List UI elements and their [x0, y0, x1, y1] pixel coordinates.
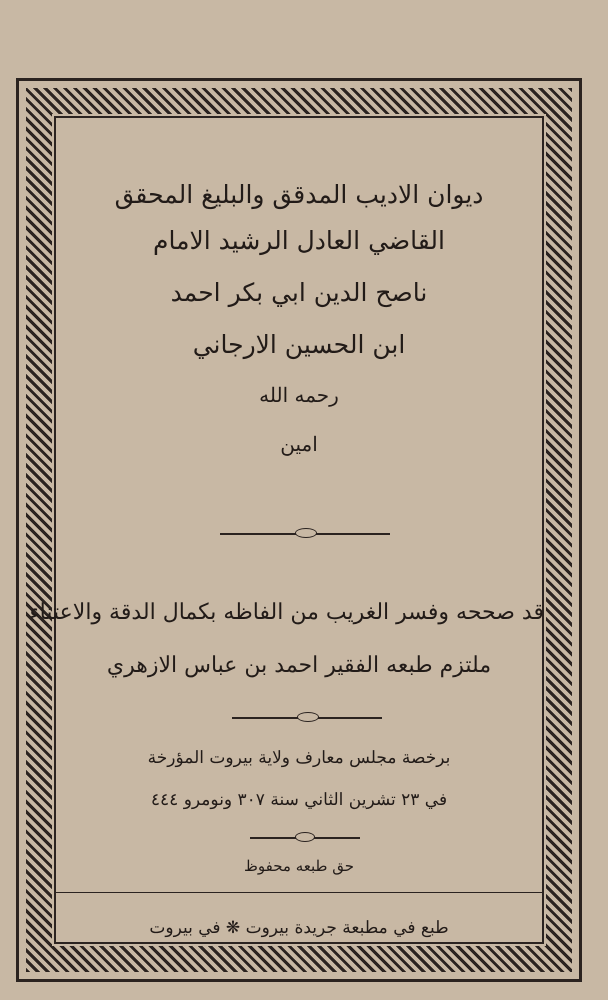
title-line-2: القاضي العادل الرشيد الامام: [153, 226, 445, 255]
editor-line-1: قد صححه وفسر الغريب من الفاظه بكمال الدقة والاعتناء: [29, 600, 544, 625]
title-line-5: رحمه الله: [259, 383, 339, 407]
title-line-6: امين: [280, 432, 318, 456]
divider-ornament-3: [295, 832, 315, 842]
rights-notice: حق طبعه محفوظ: [244, 857, 354, 875]
license-line-2: في ٢٣ تشرين الثاني سنة ٣٠٧ ونومرو ٤٤٤: [150, 790, 448, 810]
divider-ornament-2: [297, 712, 319, 722]
printer-imprint: طبع في مطبعة جريدة بيروت ❋ في بيروت: [149, 918, 449, 938]
imprint-rule: [54, 892, 544, 893]
license-line-1: برخصة مجلس معارف ولاية بيروت المؤرخة: [147, 748, 451, 768]
divider-ornament-1: [295, 528, 317, 538]
title-line-4: ابن الحسين الارجاني: [192, 330, 406, 359]
title-line-1: ديوان الاديب المدقق والبليغ المحقق: [114, 180, 484, 209]
title-line-3: ناصح الدين ابي بكر احمد: [170, 278, 428, 307]
editor-line-2: ملتزم طبعه الفقير احمد بن عباس الازهري: [106, 653, 492, 678]
